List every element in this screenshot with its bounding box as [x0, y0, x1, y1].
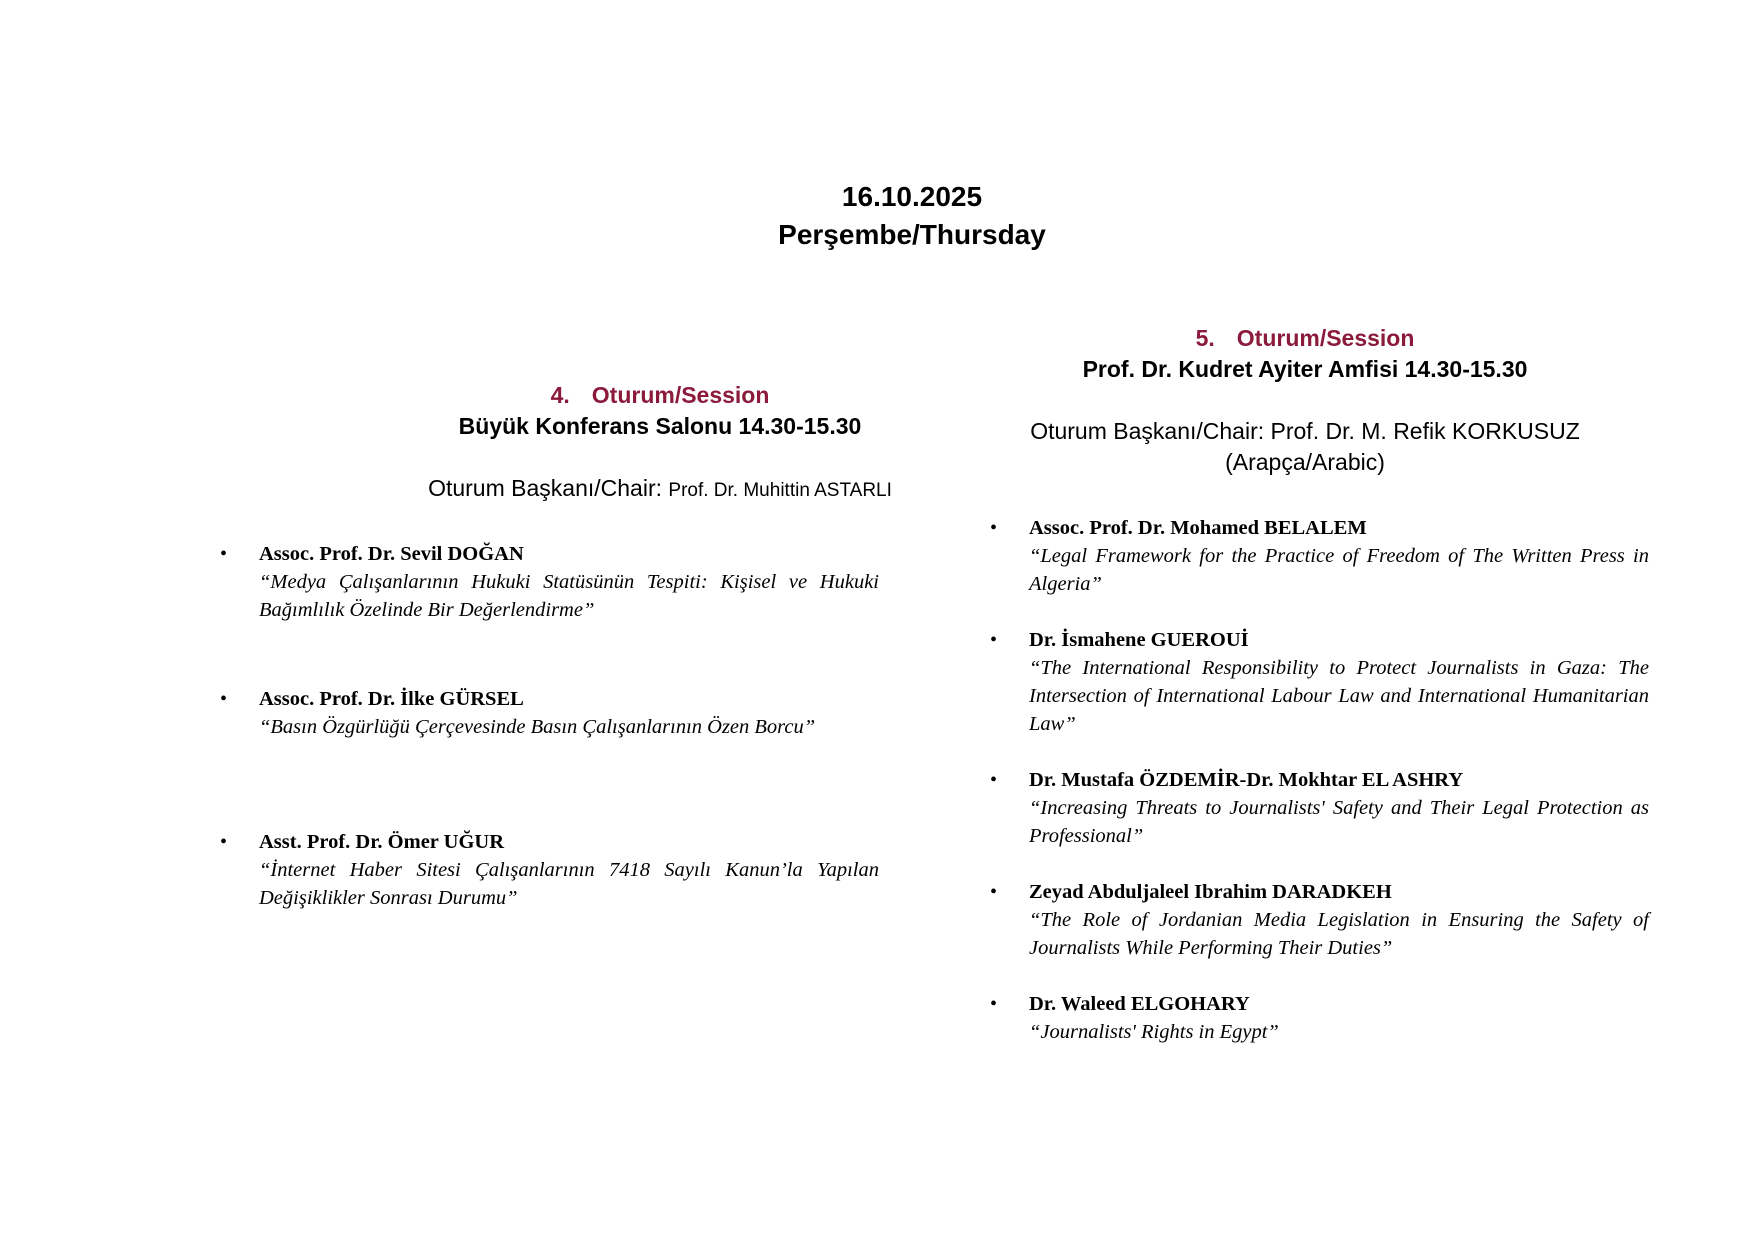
session-5 [990, 323, 1649, 1074]
presenter-name: Asst. Prof. Dr. Ömer UĞUR [259, 831, 505, 853]
session-5-venue: Prof. Dr. Kudret Ayiter Amfisi 14.30-15.30 [1082, 356, 1528, 382]
presentation-title: “İnternet Haber Sitesi Çalışanlarının 7418 Sayılı Kanun’la Yapılan Değişiklikler Sonrası Durumu” [259, 859, 879, 909]
presenter-name: Dr. Mustafa ÖZDEMİR-Dr. Mokhtar EL ASHRY [1029, 769, 1464, 791]
session-4-title [220, 380, 1100, 411]
session-5-chair [990, 416, 1620, 478]
page-header [0, 178, 1754, 254]
presenter-name: Assoc. Prof. Dr. Sevil DOĞAN [259, 543, 524, 565]
session-5-heading [990, 323, 1620, 385]
presentation-title: “Medya Çalışanlarının Hukuki Statüsünün Tespiti: Kişisel ve Hukuki Bağımlılık Özelinde Bir Değerlendirme” [259, 571, 879, 621]
bullet-icon: • [990, 881, 998, 903]
presentation-title: “Increasing Threats to Journalists' Safety and Their Legal Protection as Professional” [1029, 797, 1649, 847]
session-5-label: Oturum/Session [1236, 325, 1415, 351]
presentation-title: “The International Responsibility to Protect Journalists in Gaza: The Intersection of International Labour Law and International Humanitarian Law” [1029, 657, 1649, 735]
presentation-title: “The Role of Jordanian Media Legislation in Ensuring the Safety of Journalists While Performing Their Duties” [1029, 909, 1649, 959]
session-4-venue: Büyük Konferans Salonu 14.30-15.30 [458, 413, 862, 439]
list-item [990, 990, 1649, 1046]
bullet-icon: • [990, 769, 998, 791]
presenter-name: Zeyad Abduljaleel Ibrahim DARADKEH [1029, 881, 1392, 903]
session-5-chair-prefix: Oturum Başkanı/Chair: [1030, 418, 1265, 444]
bullet-icon: • [990, 993, 998, 1015]
list-item [220, 828, 879, 912]
session-5-number: 5. [1195, 325, 1215, 351]
presenter-name: Assoc. Prof. Dr. İlke GÜRSEL [259, 688, 524, 710]
presentation-title: “Legal Framework for the Practice of Freedom of The Written Press in Algeria” [1029, 545, 1649, 595]
session-5-title [990, 323, 1620, 354]
bullet-icon: • [990, 629, 998, 651]
session-4-label: Oturum/Session [591, 382, 770, 408]
session-4-heading [220, 380, 1100, 442]
day-heading: Perşembe/Thursday [778, 219, 1046, 250]
presenter-name: Dr. İsmahene GUEROUİ [1029, 629, 1249, 651]
session-4-chair-prefix: Oturum Başkanı/Chair: [428, 475, 662, 501]
list-item [220, 540, 879, 624]
session-4-number: 4. [550, 382, 570, 408]
list-item [220, 685, 879, 741]
list-item [990, 626, 1649, 738]
presentation-title: “Basın Özgürlüğü Çerçevesinde Basın Çalışanlarının Özen Borcu” [259, 716, 816, 738]
bullet-icon: • [990, 517, 998, 539]
list-item [990, 766, 1649, 850]
presenter-name: Assoc. Prof. Dr. Mohamed BELALEM [1029, 517, 1367, 539]
bullet-icon: • [220, 688, 228, 710]
date-heading: 16.10.2025 [841, 181, 983, 212]
session-4 [220, 380, 1100, 972]
session-5-presentations [990, 514, 1649, 1046]
session-4-chair-name: Prof. Dr. Muhittin ASTARLI [668, 480, 892, 501]
session-4-presentations [220, 540, 1100, 912]
presenter-name: Dr. Waleed ELGOHARY [1029, 993, 1250, 1015]
presentation-title: “Journalists' Rights in Egypt” [1029, 1021, 1279, 1043]
list-item [990, 878, 1649, 962]
session-4-chair [220, 473, 1100, 506]
list-item [990, 514, 1649, 598]
session-5-chair-name: Prof. Dr. M. Refik KORKUSUZ [1270, 418, 1580, 444]
bullet-icon: • [220, 831, 228, 853]
session-5-language-note: (Arapça/Arabic) [1225, 449, 1385, 475]
bullet-icon: • [220, 543, 228, 565]
